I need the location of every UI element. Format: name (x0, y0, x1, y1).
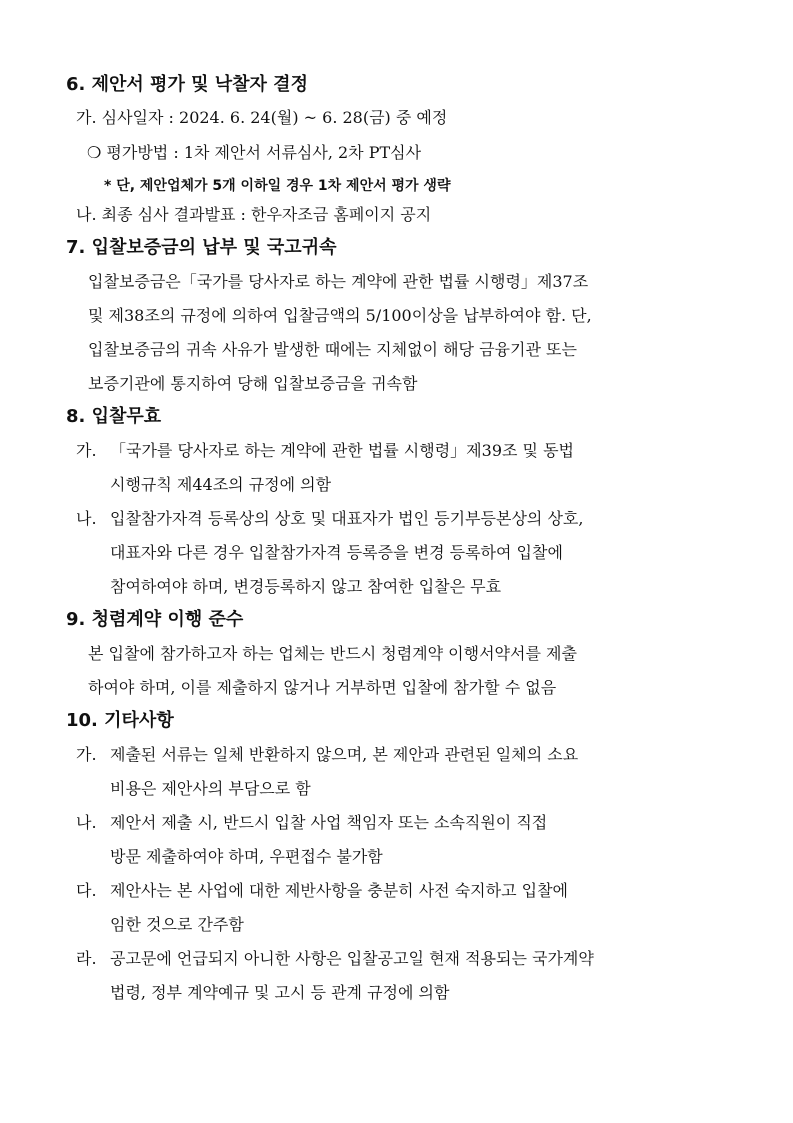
section-7-line-3: 입찰보증금의 귀속 사유가 발생한 때에는 지체없이 해당 금융기관 또는 (88, 340, 577, 359)
section-10-item-ga-marker: 가. (76, 745, 97, 764)
section-10-item-na-line-1: 제안서 제출 시, 반드시 입찰 사업 책임자 또는 소속직원이 직접 (110, 813, 548, 832)
section-8-item-ga-line-2: 시행규칙 제44조의 규정에 의함 (110, 475, 332, 494)
section-10-item-da-line-2: 임한 것으로 간주함 (110, 915, 244, 934)
section-10-item-na-marker: 나. (76, 813, 97, 832)
section-8-item-na-line-2: 대표자와 다른 경우 입찰참가자격 등록증을 변경 등록하여 입찰에 (110, 543, 563, 562)
section-9-line-1: 본 입찰에 참가하고자 하는 업체는 반드시 청렴계약 이행서약서를 제출 (88, 644, 577, 663)
section-9-line-2: 하여야 하며, 이를 제출하지 않거나 거부하면 입찰에 참가할 수 없음 (88, 678, 557, 697)
section-8-heading: 8. 입찰무효 (66, 406, 162, 427)
section-8-item-na-line-3: 참여하여야 하며, 변경등록하지 않고 참여한 입찰은 무효 (110, 577, 502, 596)
section-9-heading: 9. 청렴계약 이행 준수 (66, 609, 244, 630)
section-10-item-na-line-2: 방문 제출하여야 하며, 우편접수 불가함 (110, 847, 383, 866)
section-7-line-4: 보증기관에 통지하여 당해 입찰보증금을 귀속함 (88, 374, 418, 393)
section-10-item-ra-line-2: 법령, 정부 계약예규 및 고시 등 관계 규정에 의함 (110, 983, 450, 1002)
section-8-item-ga-line-1: 「국가를 당사자로 하는 계약에 관한 법률 시행령」제39조 및 동법 (110, 441, 574, 460)
section-8-item-ga-marker: 가. (76, 441, 97, 460)
section-10-item-da-line-1: 제안사는 본 사업에 대한 제반사항을 충분히 사전 숙지하고 입찰에 (110, 881, 569, 900)
section-6-heading: 6. 제안서 평가 및 낙찰자 결정 (66, 74, 308, 95)
section-8-item-na-line-1: 입찰참가자격 등록상의 상호 및 대표자가 법인 등기부등본상의 상호, (110, 509, 584, 528)
section-10-item-ra-marker: 라. (76, 949, 97, 968)
section-6-evaluation-method: ❍ 평가방법 : 1차 제안서 서류심사, 2차 PT심사 (87, 143, 422, 162)
section-10-item-ga-line-1: 제출된 서류는 일체 반환하지 않으며, 본 제안과 관련된 일체의 소요 (110, 745, 579, 764)
section-6-note: * 단, 제안업체가 5개 이하일 경우 1차 제안서 평가 생략 (104, 178, 451, 194)
section-10-item-ga-line-2: 비용은 제안사의 부담으로 함 (110, 779, 311, 798)
section-10-item-ra-line-1: 공고문에 언급되지 아니한 사항은 입찰공고일 현재 적용되는 국가계약 (110, 949, 594, 968)
section-10-heading: 10. 기타사항 (66, 710, 174, 731)
section-7-heading: 7. 입찰보증금의 납부 및 국고귀속 (66, 237, 337, 258)
section-6-item-na: 나. 최종 심사 결과발표 : 한우자조금 홈페이지 공지 (76, 205, 432, 224)
section-8-item-na-marker: 나. (76, 509, 97, 528)
section-7-line-2: 및 제38조의 규정에 의하여 입찰금액의 5/100이상을 납부하여야 함. 단, (88, 306, 592, 325)
section-10-item-da-marker: 다. (76, 881, 97, 900)
section-6-item-ga: 가. 심사일자 : 2024. 6. 24(월) ~ 6. 28(금) 중 예정 (76, 108, 448, 127)
section-7-line-1: 입찰보증금은「국가를 당사자로 하는 계약에 관한 법률 시행령」제37조 (88, 272, 589, 291)
